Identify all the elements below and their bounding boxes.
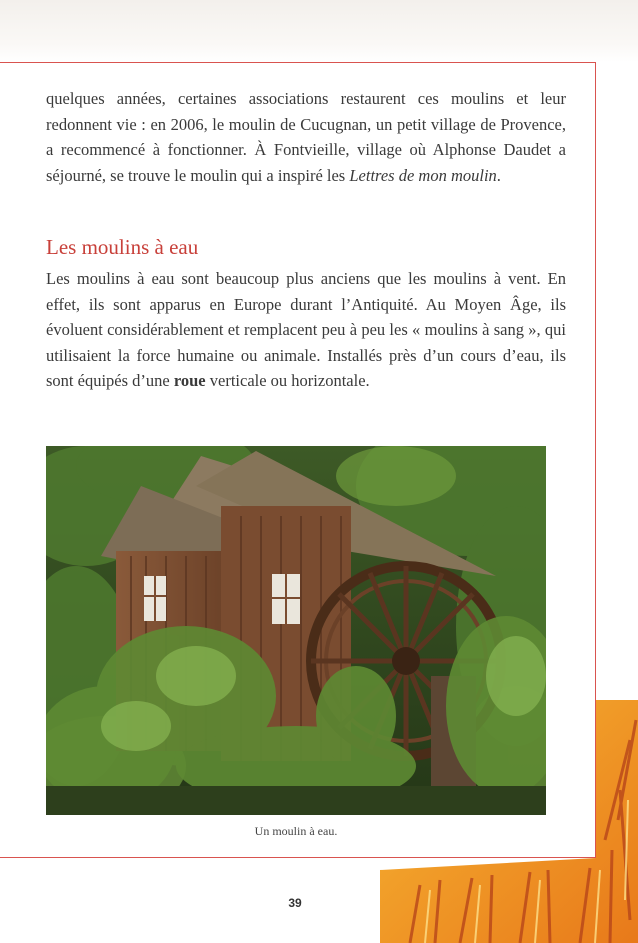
paragraph-water-mills-text: Les moulins à eau sont beaucoup plus anciens que les moulins à vent. En effet, ils sont apparus en Europe durant l’Antiquité. Au Moyen Âge, ils évoluent considérablement et remplacent peu à peu les « moulins à sang », qui utilisaient la force humaine ou animale. Installés près d’un cours d’eau, ils sont équipés d’une	[46, 269, 566, 391]
book-title: Lettres de mon moulin	[349, 165, 497, 185]
section-heading: Les moulins à eau	[46, 235, 199, 259]
paragraph-water-mills-end: verticale ou horizontale.	[205, 371, 370, 391]
photo-caption: Un moulin à eau.	[254, 824, 338, 838]
paragraph-water-mills	[46, 266, 566, 394]
paragraph-intro-text: quelques années, certaines associations restaurent ces moulins et leur redonnent vie : en 2006, le moulin de Cucugnan, un petit village de Provence, a recommencé à fonctionner. À Fontvieille, village où Alphonse Daudet a séjourné, se trouve le moulin qui a inspiré les	[46, 89, 566, 185]
frame-line-top	[0, 62, 596, 63]
page-number: 39	[288, 896, 302, 910]
previous-page-bleed	[0, 0, 638, 62]
water-mill-photo	[46, 446, 546, 815]
bold-term: roue	[173, 371, 206, 391]
paragraph-intro	[46, 86, 566, 188]
paragraph-intro-end: .	[496, 165, 501, 185]
